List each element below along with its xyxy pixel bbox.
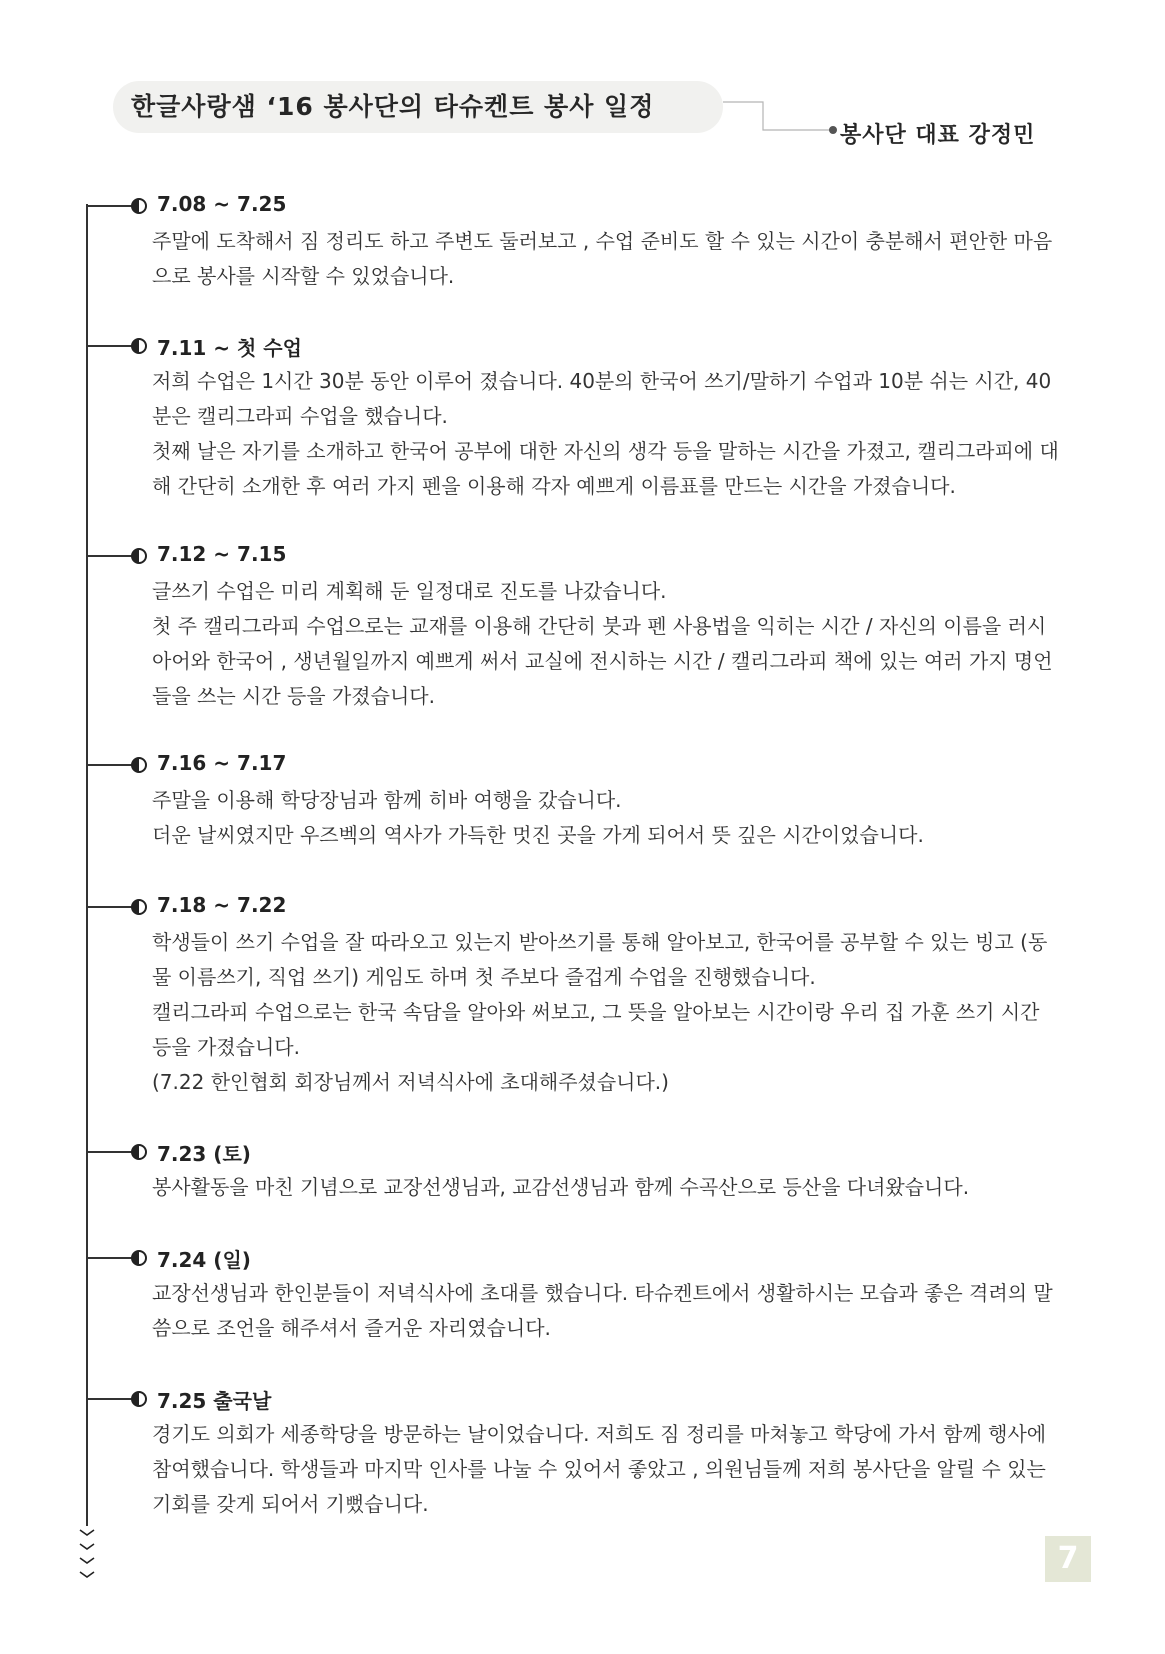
timeline-tick (86, 1257, 132, 1259)
section-paragraph: 첫 주 캘리그라피 수업으로는 교재를 이용해 간단히 붓과 펜 사용법을 익히는 시간 / 자신의 이름을 러시아어와 한국어 , 생년월일까지 예쁘게 써서 교실에 전시하는 시간 / 캘리그라피 책에 있는 여러 가지 명언들을 쓰는 시간 등을 가졌습니다. (152, 614, 1053, 708)
section-body (152, 364, 1064, 504)
timeline-tick (86, 1151, 132, 1153)
section-date: 7.25 출국날 (157, 1389, 272, 1413)
section-paragraph: 경기도 의회가 세종학당을 방문하는 날이었습니다. 저희도 짐 정리를 마쳐놓고 학당에 가서 함께 행사에 참여했습니다. 학생들과 마지막 인사를 나눌 수 있어서 좋았고 , 의원님들께 저희 봉사단을 알릴 수 있는 기회를 갖게 되어서 기뻤습니다. (152, 1422, 1047, 1516)
section-date: 7.11 ~ 첫 수업 (157, 336, 302, 360)
timeline-tick (86, 764, 132, 766)
half-circle-icon (131, 757, 147, 773)
timeline-spine (86, 204, 88, 1526)
section-body (152, 925, 1064, 1100)
section-paragraph: 글쓰기 수업은 미리 계획해 둔 일정대로 진도를 나갔습니다. (152, 579, 667, 603)
section-body (152, 1170, 1064, 1205)
half-circle-icon (131, 198, 147, 214)
section-paragraph: (7.22 한인협회 회장님께서 저녁식사에 초대해주셨습니다.) (152, 1070, 669, 1094)
title-connector (723, 96, 843, 136)
timeline-tick (86, 205, 132, 207)
section-date: 7.12 ~ 7.15 (157, 542, 287, 566)
timeline-tick (86, 555, 132, 557)
half-circle-icon (131, 338, 147, 354)
page-number: 7 (1045, 1536, 1091, 1582)
section-body (152, 224, 1064, 294)
section-body (152, 574, 1064, 714)
half-circle-icon (131, 1250, 147, 1266)
section-date: 7.16 ~ 7.17 (157, 751, 287, 775)
section-paragraph: 학생들이 쓰기 수업을 잘 따라오고 있는지 받아쓰기를 통해 알아보고, 한국어를 공부할 수 있는 빙고 (동물 이름쓰기, 직업 쓰기) 게임도 하며 첫 주보다 즐겁게 수업을 진행했습니다. (152, 930, 1048, 989)
half-circle-icon (131, 548, 147, 564)
section-body (152, 1276, 1064, 1346)
author-line: 봉사단 대표 강정민 (840, 123, 1036, 148)
half-circle-icon (131, 899, 147, 915)
half-circle-icon (131, 1144, 147, 1160)
section-paragraph: 주말을 이용해 학당장님과 함께 히바 여행을 갔습니다. (152, 788, 622, 812)
section-date: 7.24 (일) (157, 1248, 251, 1272)
timeline-end-arrows-icon (77, 1526, 99, 1588)
section-paragraph: 저희 수업은 1시간 30분 동안 이루어 졌습니다. 40분의 한국어 쓰기/말하기 수업과 10분 쉬는 시간, 40분은 캘리그라피 수업을 했습니다. (152, 369, 1052, 428)
timeline-tick (86, 906, 132, 908)
section-body (152, 783, 1064, 853)
section-body (152, 1417, 1064, 1522)
section-date: 7.18 ~ 7.22 (157, 893, 287, 917)
section-paragraph: 주말에 도착해서 짐 정리도 하고 주변도 둘러보고 , 수업 준비도 할 수 있는 시간이 충분해서 편안한 마음으로 봉사를 시작할 수 있었습니다. (152, 229, 1053, 288)
section-date: 7.08 ~ 7.25 (157, 192, 287, 216)
half-circle-icon (131, 1391, 147, 1407)
section-paragraph: 교장선생님과 한인분들이 저녁식사에 초대를 했습니다. 타슈켄트에서 생활하시는 모습과 좋은 격려의 말씀으로 조언을 해주셔서 즐거운 자리였습니다. (152, 1281, 1053, 1340)
section-date: 7.23 (토) (157, 1142, 251, 1166)
section-paragraph: 더운 날씨였지만 우즈벡의 역사가 가득한 멋진 곳을 가게 되어서 뜻 깊은 시간이었습니다. (152, 823, 924, 847)
timeline-tick (86, 1398, 132, 1400)
section-paragraph: 캘리그라피 수업으로는 한국 속담을 알아와 써보고, 그 뜻을 알아보는 시간이랑 우리 집 가훈 쓰기 시간 등을 가졌습니다. (152, 1000, 1040, 1059)
timeline-tick (86, 345, 132, 347)
section-paragraph: 봉사활동을 마친 기념으로 교장선생님과, 교감선생님과 함께 수곡산으로 등산을 다녀왔습니다. (152, 1175, 970, 1199)
section-paragraph: 첫째 날은 자기를 소개하고 한국어 공부에 대한 자신의 생각 등을 말하는 시간을 가졌고, 캘리그라피에 대해 간단히 소개한 후 여러 가지 펜을 이용해 각자 예쁘게 이름표를 만드는 시간을 가졌습니다. (152, 439, 1059, 498)
page-title: 한글사랑샘 ‘16 봉사단의 타슈켄트 봉사 일정 (113, 81, 723, 133)
